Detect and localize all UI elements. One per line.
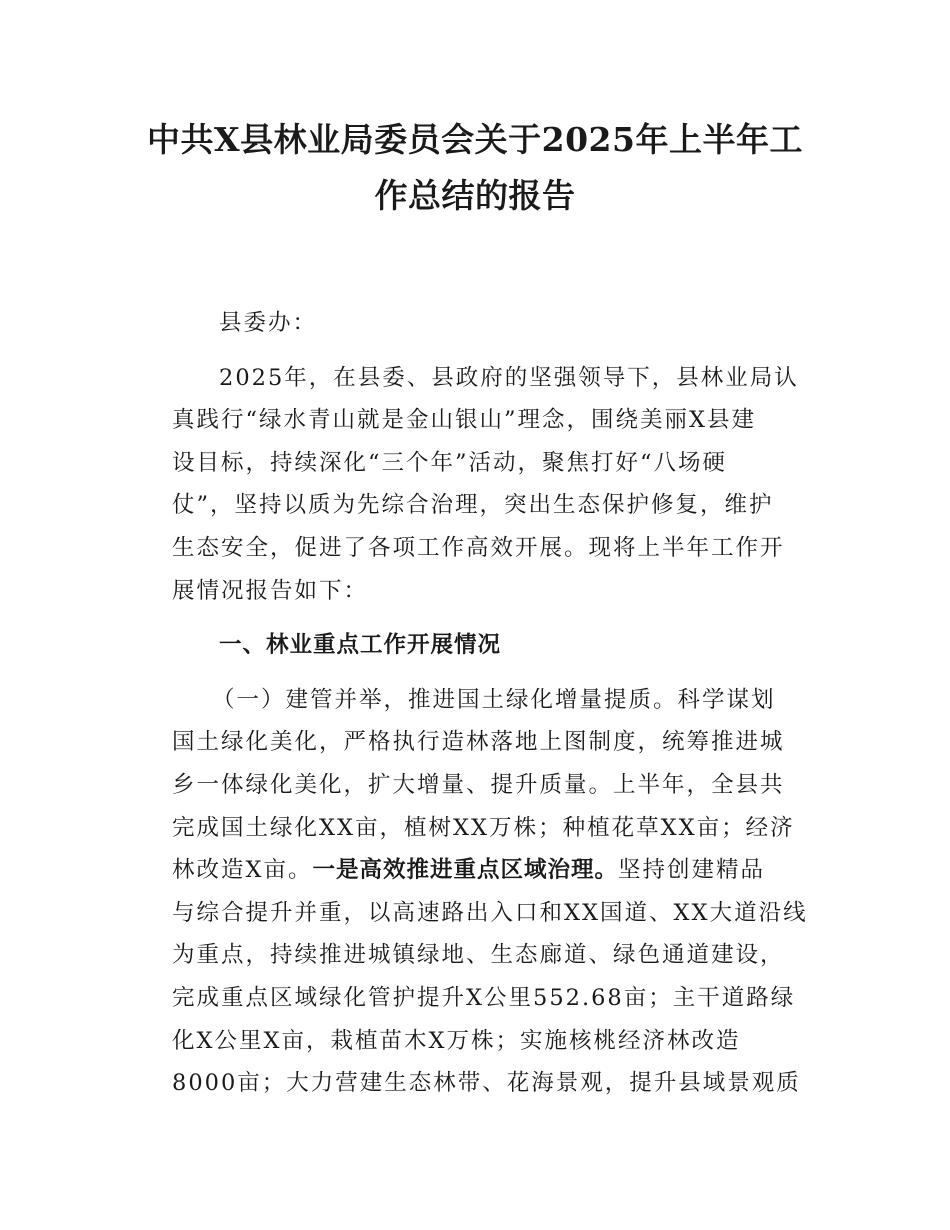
section-heading: 一、林业重点工作开展情况: [219, 632, 502, 659]
intro-line: 展情况报告如下：: [172, 577, 369, 604]
salutation: 县委办：: [219, 310, 318, 336]
intro-line: 2025年，在县委、县政府的坚强领导下，县林业局认: [219, 364, 799, 391]
section-line: 8000亩；大力营建生态林带、花海景观，提升县域景观质: [172, 1070, 801, 1097]
document-title: [120, 112, 830, 224]
intro-line: 设目标，持续深化“三个年”活动，聚焦打好“八场硬: [172, 449, 728, 476]
section-line: 国土绿化美化，严格执行造林落地上图制度，统筹推进城: [172, 729, 785, 756]
section-line: 完成国土绿化XX亩，植树XX万株；种植花草XX亩；经济: [172, 814, 795, 841]
section-line: 完成重点区域绿化管护提升X公里552.68亩；主干道路绿: [172, 984, 796, 1011]
title-line-1: 中共X县林业局委员会关于2025年上半年工: [147, 120, 803, 159]
document-body: [172, 302, 812, 1105]
intro-line: 仗”，坚持以质为先综合治理，突出生态保护修复，维护: [172, 492, 774, 519]
section-line: 为重点，持续推进城镇绿地、生态廊道、绿色通道建设，: [172, 942, 785, 969]
section-line: 乡一体绿化美化，扩大增量、提升质量。上半年，全县共: [172, 771, 785, 798]
section-line: 与综合提升并重，以高速路出入口和XX国道、XX大道沿线: [172, 899, 808, 926]
intro-line: 真践行“绿水青山就是金山银山”理念，围绕美丽X县建: [172, 407, 757, 434]
title-line-2: 作总结的报告: [374, 176, 576, 215]
section-text: 坚持创建精品: [618, 857, 766, 884]
section-line-with-bold: [172, 849, 812, 892]
bold-subheading: 一是高效推进重点区域治理。: [312, 857, 619, 884]
section-text: 林改造X亩。: [172, 857, 313, 884]
intro-line: 生态安全，促进了各项工作高效开展。现将上半年工作开: [172, 534, 785, 561]
section-line: （一）建管并举，推进国土绿化增量提质。科学谋划: [212, 686, 776, 713]
section-line: 化X公里X亩，栽植苗木X万株；实施核桃经济林改造: [172, 1027, 741, 1054]
